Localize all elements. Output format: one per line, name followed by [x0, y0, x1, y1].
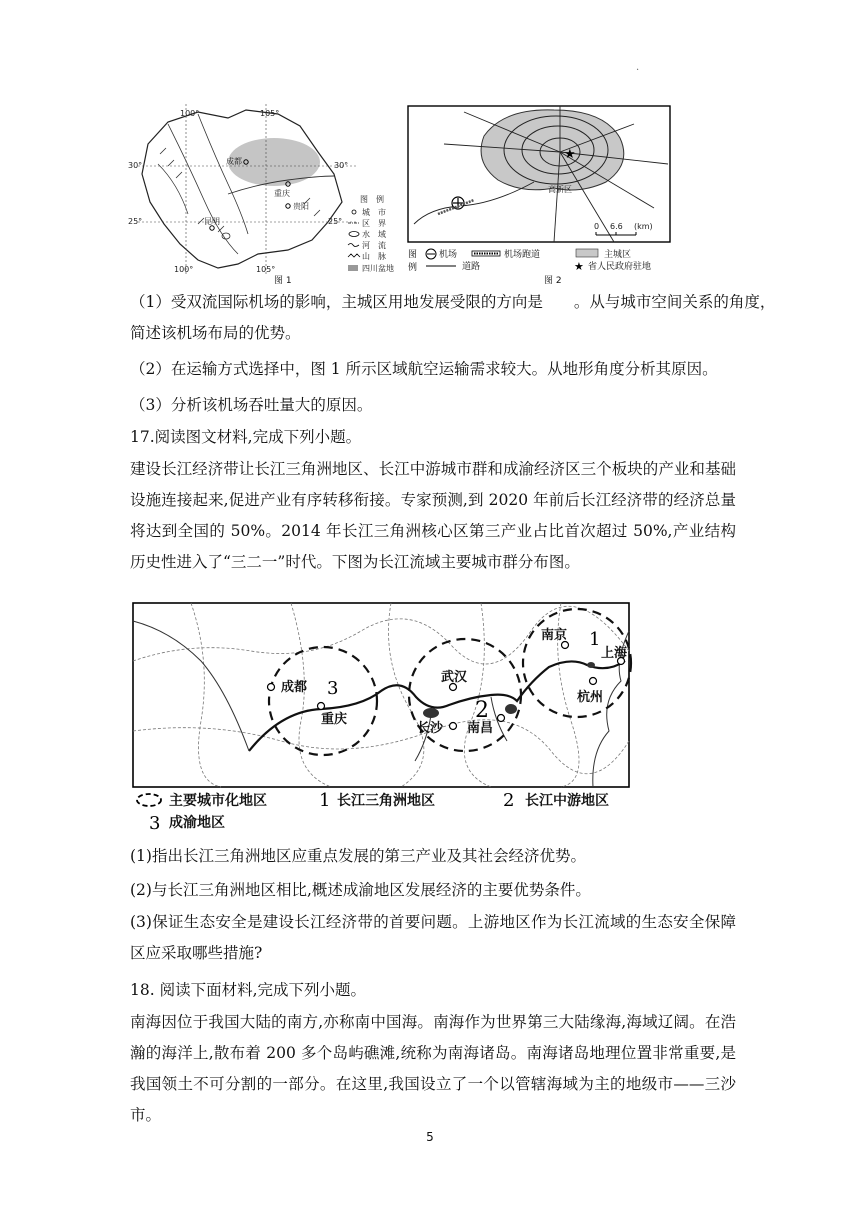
q16-part1-line1: （1）受双流国际机场的影响，主城区用地发展受限的方向是 。从与城市空间关系的角度，: [130, 293, 776, 311]
q16-part3: （3）分析该机场吞吐量大的原因。: [130, 396, 373, 414]
fig2-legend-head-1: 图: [408, 250, 418, 260]
header-dot: .: [636, 62, 640, 73]
city-label-chongqing: 重庆: [321, 712, 348, 727]
fig2-legend-main-urban: 主城区: [604, 250, 632, 260]
lon-label-bottom-left: 100°: [174, 265, 194, 274]
city-label-nanjing: 南京: [541, 628, 568, 643]
city-kunming: 昆明: [204, 217, 220, 226]
fig2-legend-runway: 机场跑道: [504, 250, 541, 260]
q17-material: 建设长江经济带让长江三角洲地区、长江中游城市群和成渝经济区三个板块的产业和基础设施连接起来,促进产业有序转移衔接。专家预测,到 2020 年前后长江经济带的经济总量将达到全国的 50%。2014 年长江三角洲核心区第三产业占比首次超过 50%,产业结构历史性进入了“三二一”时代。下图为长江流域主要城市群分布图。: [130, 460, 736, 571]
government-star-icon: ★: [564, 147, 576, 162]
legend-number-2: 2: [503, 790, 515, 811]
legend-middle-reaches: 长江中游地区: [525, 793, 609, 809]
figure-2-map: [404, 104, 674, 286]
city-label-nanchang: 南昌: [467, 721, 494, 736]
legend-yangtze-delta: 长江三角洲地区: [337, 793, 435, 809]
fig2-legend-government: 省人民政府驻地: [588, 262, 652, 272]
fig1-legend-city: 城 市: [362, 208, 386, 217]
fig1-legend-river: 河 流: [362, 241, 386, 250]
q16-part1-line2: 简述该机场布局的优势。: [130, 324, 301, 342]
legend-number-3: 3: [149, 813, 161, 831]
city-chongqing: 重庆: [274, 189, 290, 198]
fig2-legend-airport: 机场: [439, 250, 458, 260]
q18-heading: 18. 阅读下面材料,完成下列小题。: [130, 981, 367, 999]
legend-number-1: 1: [319, 790, 331, 811]
q18-material: 南海因位于我国大陆的南方,亦称南中国海。南海作为世界第三大陆缘海,海域辽阔。在浩瀚的海洋上,散布着 200 多个岛屿礁滩,统称为南海诸岛。南海诸岛地理位置非常重要,是我国领土不可分割的一部分。在这里,我国设立了一个以管辖海域为主的地级市——三沙市。: [130, 1013, 736, 1124]
fig1-legend-title: 图 例: [360, 195, 384, 204]
legend-urban-area: 主要城市化地区: [169, 793, 267, 809]
legend-chengyu: 成渝地区: [169, 815, 225, 831]
yangtze-city-clusters-map: [131, 601, 661, 831]
fig1-legend-boundary: 区 界: [362, 219, 386, 228]
legend-star-icon: ★: [574, 260, 584, 273]
q17-part2: (2)与长江三角洲地区相比,概述成渝地区发展经济的主要优势条件。: [130, 881, 591, 899]
lat-label-right-25: 25°: [328, 217, 343, 226]
city-label-chengdu: 成都: [281, 680, 308, 695]
figure-1-map: [128, 104, 398, 286]
fig1-legend-basin: 四川盆地: [362, 264, 394, 273]
fig2-legend-road: 道路: [462, 262, 481, 272]
region-number-2: 2: [475, 698, 489, 723]
city-label-shanghai: 上海: [601, 646, 628, 661]
page-number: 5: [426, 1130, 434, 1144]
q17-part1: (1)指出长江三角洲地区应重点发展的第三产业及其社会经济优势。: [130, 847, 586, 865]
fig2-scale-value: 6.6: [610, 222, 623, 231]
q17-heading: 17.阅读图文材料,完成下列小题。: [130, 428, 362, 446]
lat-label-left-30: 30°: [128, 161, 143, 170]
region-number-1: 1: [589, 629, 601, 650]
q17-part3: (3)保证生态安全是建设长江经济带的首要问题。上游地区作为长江流域的生态安全保障区应采取哪些措施?: [130, 913, 736, 962]
city-chengdu: 成都: [226, 157, 242, 166]
city-label-wuhan: 武汉: [441, 670, 468, 685]
city-guiyang: 贵阳: [293, 202, 309, 211]
city-label-hangzhou: 杭州: [577, 690, 604, 705]
fig1-legend-water: 水 域: [362, 230, 386, 239]
city-label-changsha: 长沙: [417, 721, 444, 736]
fig2-legend-head-2: 例: [408, 263, 418, 273]
lon-label-top-left: 100°: [180, 109, 200, 118]
lat-label-left-25: 25°: [128, 217, 143, 226]
fig2-caption: 图 2: [544, 276, 562, 286]
q16-part2: （2）在运输方式选择中，图 1 所示区域航空运输需求较大。从地形角度分析其原因。: [130, 360, 718, 378]
lon-label-bottom-right: 105°: [256, 265, 276, 274]
fig1-legend-mountain: 山 脉: [362, 252, 386, 261]
fig2-scale-unit: (km): [634, 222, 653, 231]
fig2-high-tech-label: 高新区: [548, 185, 572, 194]
lat-label-right-30: 30°: [334, 161, 349, 170]
region-number-3: 3: [327, 678, 339, 699]
fig2-scale-zero: 0: [594, 222, 600, 231]
lon-label-top-right: 105°: [260, 109, 280, 118]
fig1-caption: 图 1: [274, 276, 292, 286]
